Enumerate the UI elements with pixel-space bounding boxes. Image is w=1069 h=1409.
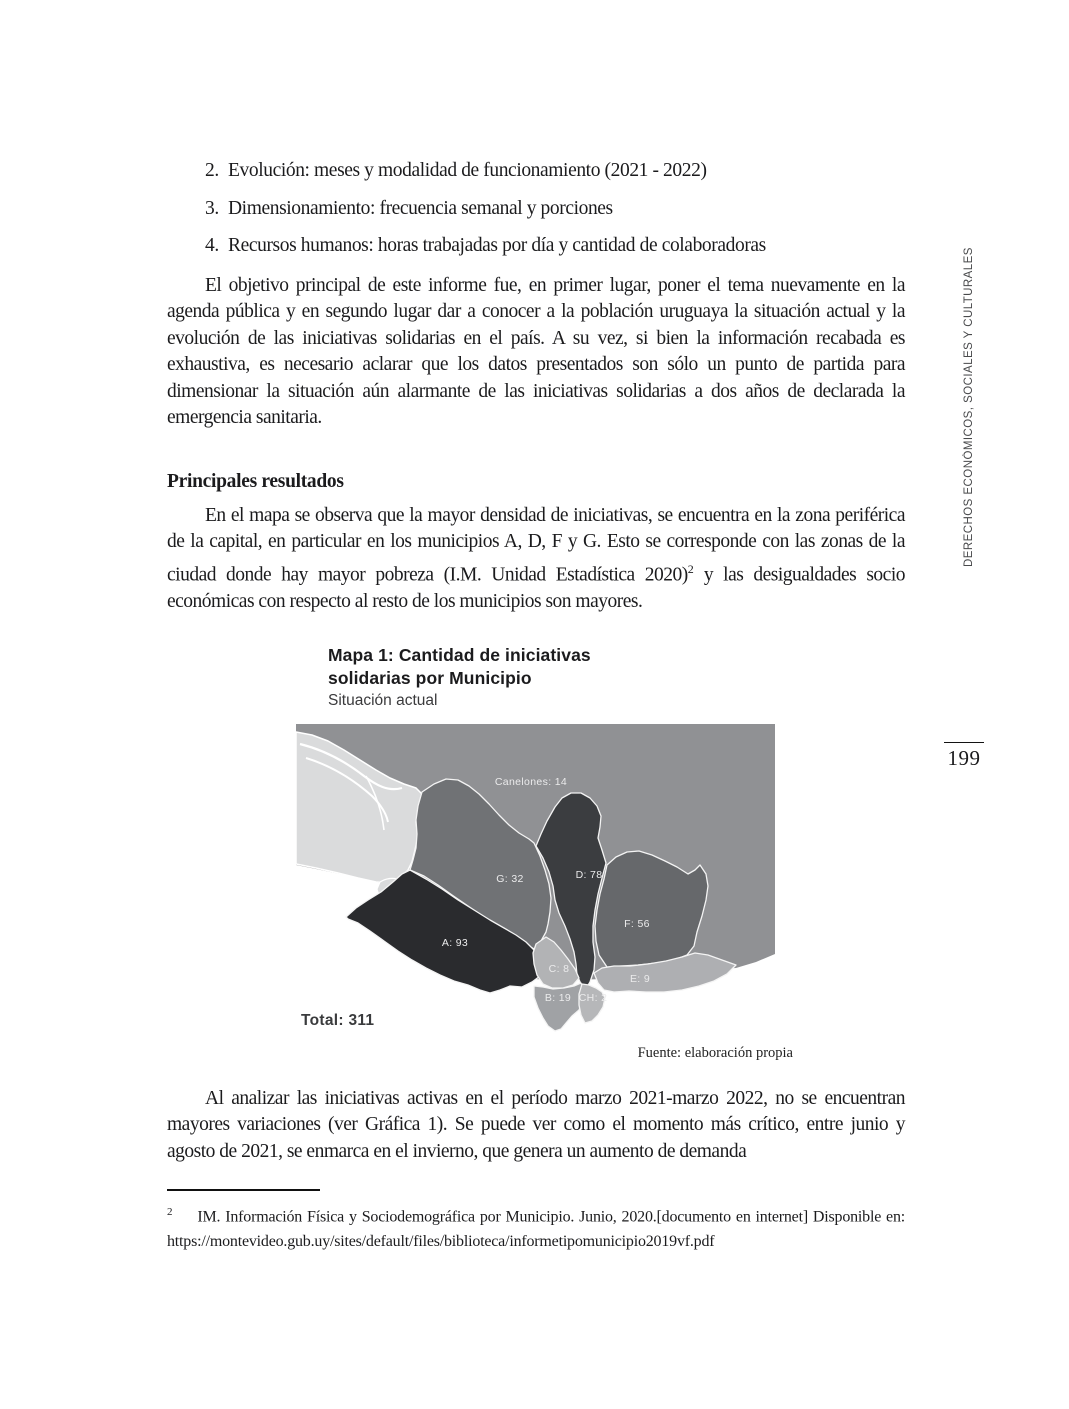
numbered-list xyxy=(167,157,905,270)
list-item-number: 3. xyxy=(205,197,219,219)
footnote-reference: 2 xyxy=(687,561,694,576)
map-label-a: A: 93 xyxy=(441,937,469,949)
list-item xyxy=(167,232,905,259)
paragraph-mapa-text-cont: y las desigualdades socio económicas con respecto al resto de los municipios son mayores. xyxy=(167,564,905,612)
footnote-text xyxy=(167,1200,905,1254)
text-column xyxy=(167,0,905,1409)
list-item-number: 4. xyxy=(205,235,219,256)
map-label-canelones: Canelones: 14 xyxy=(494,776,568,788)
footnote-body: IM. Información Física y Sociodemográfica por Municipio. Junio, 2020.[documento en internet] Disponible en: https://montevideo.gub.uy/sites/default/files/biblioteca/informetipomunicipio2019vf.pdf xyxy=(167,1208,905,1251)
list-item-number: 2. xyxy=(205,160,219,181)
map-label-g: G: 32 xyxy=(496,873,524,885)
map-label-b: B: 19 xyxy=(544,992,572,1004)
paragraph-mapa-text: En el mapa se observa que la mayor densidad de iniciativas, se encuentra en la zona periférica de la capital, en particular en los municipios A, D, F y G. Esto se corresponde con las zonas de la ciudad donde hay mayor pobreza (I.M. Unidad Estadística 2020) xyxy=(167,505,905,586)
paragraph-mapa xyxy=(167,503,905,615)
list-item-text: Evolución: meses y modalidad de funcionamiento (2021 - 2022) xyxy=(228,160,707,181)
map-total: Total: 311 xyxy=(301,1012,375,1029)
map-subtitle: Situación actual xyxy=(328,692,438,709)
list-item-text: Dimensionamiento: frecuencia semanal y porciones xyxy=(228,197,613,219)
list-item xyxy=(167,195,905,222)
paragraph-analisis: Al analizar las iniciativas activas en el período marzo 2021-marzo 2022, no se encuentran mayores variaciones (ver Gráfica 1). Se puede ver como el momento más crítico, entre junio y agosto de 2021, se enmarca en el invierno, que genera un aumento de demanda xyxy=(167,1088,905,1162)
map-label-f: F: 56 xyxy=(624,918,650,930)
paragraph-objetivo: El objetivo principal de este informe fue, en primer lugar, poner el tema nuevamente en la agenda pública y en segundo lugar dar a conocer a la población uruguaya la situación actual y la evolución de las iniciativas solidarias en el país. A su vez, si bien la información recabada es exhaustiva, es necesario aclarar que los datos presentados son sólo un punto de partida para dimensionar la situación aún alarmante de las iniciativas solidarias a dos años de declarada la emergencia sanitaria. xyxy=(167,275,905,429)
list-item xyxy=(167,157,905,184)
map-label-d: D: 78 xyxy=(575,869,603,881)
montevideo-municipality-map xyxy=(296,724,775,1034)
page-number: 199 xyxy=(944,742,984,771)
map-label-e: E: 9 xyxy=(629,973,651,985)
map-source-caption: Fuente: elaboración propia xyxy=(637,1045,793,1061)
list-item-text: Recursos humanos: horas trabajadas por día y cantidad de colaboradoras xyxy=(228,235,766,256)
map-title: Mapa 1: Cantidad de iniciativas solidarias por Municipio xyxy=(328,645,591,688)
footnote-block xyxy=(167,1189,905,1254)
map-figure xyxy=(296,644,793,1062)
map-label-c: C: 8 xyxy=(548,963,570,975)
section-heading: Principales resultados xyxy=(167,471,344,492)
footnote-rule xyxy=(167,1189,320,1191)
footnote-marker: 2 xyxy=(167,1206,173,1218)
map-label-ch: CH: 2 xyxy=(578,992,608,1004)
chapter-sidebar-label: DERECHOS ECONÓMICOS, SOCIALES Y CULTURALES xyxy=(963,247,975,567)
